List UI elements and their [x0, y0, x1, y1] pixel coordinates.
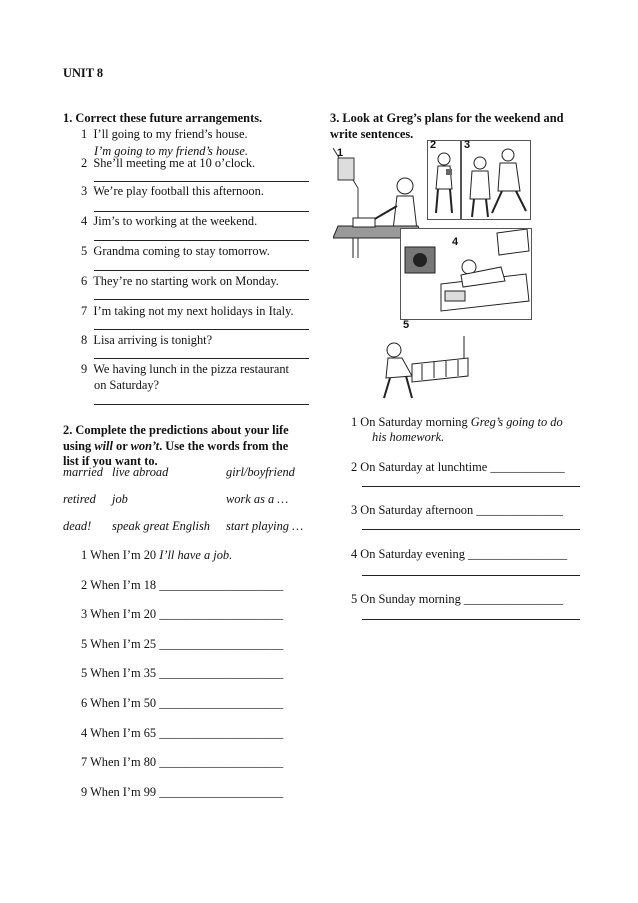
picture-number: 2 — [430, 139, 437, 151]
s2-item[interactable]: 2 When I’m 18 ____________________ — [81, 578, 284, 592]
section2-heading-line2: using will or won’t. Use the words from the — [63, 439, 289, 453]
section3-heading-line2: write sentences. — [330, 127, 414, 141]
picture-5-sunday — [372, 328, 472, 400]
section1-heading: 1. Correct these future arrangements. — [63, 111, 263, 125]
s1-answer-line-5[interactable] — [94, 270, 309, 271]
word: girl/boyfriend — [226, 465, 295, 479]
s2-item[interactable]: 5 When I’m 25 ____________________ — [81, 637, 284, 651]
s1-item-4: 4 Jim’s to working at the weekend. — [81, 214, 258, 228]
section2-heading-line1: 2. Complete the predictions about your life — [63, 423, 289, 437]
word: live abroad — [112, 465, 169, 479]
s1-item-5: 5 Grandma coming to stay tomorrow. — [81, 244, 270, 258]
s2-item-example: 1 When I’m 20 I’ll have a job. — [81, 548, 233, 562]
word: speak great English — [112, 519, 210, 533]
friends-illustration — [462, 141, 530, 219]
s3-answer-line[interactable] — [362, 486, 580, 487]
s1-answer-line-3[interactable] — [94, 211, 309, 212]
s1-answer-line-8[interactable] — [94, 358, 309, 359]
picture-4-evening — [400, 228, 532, 320]
s3-item[interactable]: 4 On Saturday evening ________________ — [351, 547, 568, 561]
s1-item-1-answer: I’m going to my friend’s house. — [94, 144, 248, 158]
unit-title: UNIT 8 — [63, 66, 104, 80]
word: start playing … — [226, 519, 304, 533]
s1-item-2: 2 She’ll meeting me at 10 o’clock. — [81, 156, 256, 170]
s1-answer-line-7[interactable] — [94, 329, 309, 330]
s1-item-9: 9 We having lunch in the pizza restaurant — [81, 362, 289, 376]
s2-item[interactable]: 9 When I’m 99 ____________________ — [81, 785, 284, 799]
s2-item[interactable]: 4 When I’m 65 ____________________ — [81, 726, 284, 740]
word: retired — [63, 492, 96, 506]
s1-item-8: 8 Lisa arriving is tonight? — [81, 333, 213, 347]
word: dead! — [63, 519, 92, 533]
s3-item-1-cont: his homework. — [372, 430, 445, 444]
word: job — [112, 492, 128, 506]
s1-answer-line-2[interactable] — [94, 181, 309, 182]
s3-item[interactable]: 2 On Saturday at lunchtime ____________ — [351, 460, 565, 474]
s1-answer-line-6[interactable] — [94, 299, 309, 300]
word: work as a … — [226, 492, 289, 506]
s1-item-3: 3 We’re play football this afternoon. — [81, 184, 264, 198]
s1-item-9-cont: on Saturday? — [94, 378, 160, 392]
s3-item-1: 1 On Saturday morning Greg’s going to do — [351, 415, 563, 429]
word: married — [63, 465, 103, 479]
s3-item[interactable]: 5 On Sunday morning ________________ — [351, 592, 564, 606]
section2-heading-line3: list if you want to. — [63, 454, 158, 468]
s1-answer-line-9[interactable] — [94, 404, 309, 405]
s2-item[interactable]: 5 When I’m 35 ____________________ — [81, 666, 284, 680]
picture-number: 5 — [403, 319, 410, 331]
s1-item-6: 6 They’re no starting work on Monday. — [81, 274, 279, 288]
s3-answer-line[interactable] — [362, 619, 580, 620]
s2-item[interactable]: 7 When I’m 80 ____________________ — [81, 755, 284, 769]
s2-item[interactable]: 6 When I’m 50 ____________________ — [81, 696, 284, 710]
evening-illustration — [401, 229, 531, 319]
sunday-illustration — [372, 328, 472, 400]
s2-item[interactable]: 3 When I’m 20 ____________________ — [81, 607, 284, 621]
s3-answer-line[interactable] — [362, 529, 580, 530]
s1-answer-line-4[interactable] — [94, 240, 309, 241]
s1-item-1: 1 I’ll going to my friend’s house. — [81, 127, 248, 141]
s1-item-7: 7 I’m taking not my next holidays in Italy. — [81, 304, 294, 318]
s3-item[interactable]: 3 On Saturday afternoon ______________ — [351, 503, 563, 517]
picture-3-friends — [461, 140, 531, 220]
picture-number: 4 — [452, 236, 459, 248]
lunch-illustration — [428, 141, 460, 219]
picture-number: 3 — [464, 139, 471, 151]
picture-2-lunch — [427, 140, 461, 220]
picture-number: 1 — [337, 147, 344, 159]
section3-heading-line1: 3. Look at Greg’s plans for the weekend and — [330, 111, 564, 125]
s3-answer-line[interactable] — [362, 575, 580, 576]
